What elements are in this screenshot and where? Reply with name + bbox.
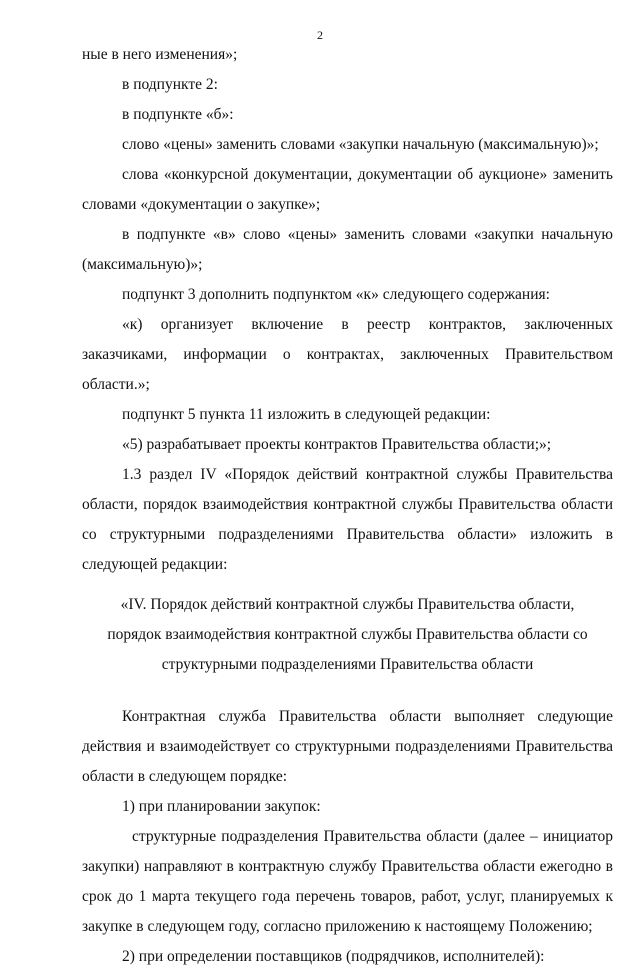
paragraph: в подпункте «б»: [122, 106, 234, 123]
paragraph: структурные подразделения Правительства области (далее – инициатор закупки) направляют в контрактную службу Правительства области ежегодно в срок до 1 марта текущего года перечень товаров, работ, услуг, планируемых к закупке в следующем году, согласно приложению к настоящему Положению; [82, 828, 613, 935]
section-heading-line: порядок взаимодействия контрактной службы Правительства области со [107, 626, 588, 643]
list-item: 1) при планировании закупок: [122, 798, 321, 815]
paragraph: слово «цены» заменить словами «закупки начальную (максимальную)»; [122, 136, 599, 153]
section-heading-line: «IV. Порядок действий контрактной службы Правительства области, [120, 596, 575, 613]
paragraph: «5) разрабатывает проекты контрактов Правительства области;»; [122, 436, 552, 453]
page-number: 2 [317, 28, 323, 42]
paragraph: подпункт 3 дополнить подпунктом «к» следующего содержания: [122, 286, 550, 303]
paragraph: «к) организует включение в реестр контрактов, заключенных заказчиками, информации о контрактах, заключенных Правительством области.»; [82, 316, 613, 393]
paragraph: в подпункте 2: [122, 76, 218, 93]
paragraph: 1.3 раздел IV «Порядок действий контрактной службы Правительства области, порядок взаимодействия контрактной службы Правительства области со структурными подразделениями Правительства области» изложить в следующей редакции: [82, 466, 613, 573]
paragraph: слова «конкурсной документации, документации об аукционе» заменить словами «документации о закупке»; [82, 166, 613, 213]
list-item: 2) при определении поставщиков (подрядчиков, исполнителей): [122, 948, 545, 965]
document-content [82, 40, 613, 972]
section-heading-line: структурными подразделениями Правительства области [161, 656, 534, 673]
paragraph-continuation: ные в него изменения»; [82, 46, 238, 63]
paragraph: Контрактная служба Правительства области выполняет следующие действия и взаимодействует со структурными подразделениями Правительства области в следующем порядке: [82, 708, 613, 785]
paragraph: в подпункте «в» слово «цены» заменить словами «закупки начальную (максимальную)»; [82, 226, 613, 273]
paragraph: подпункт 5 пункта 11 изложить в следующей редакции: [122, 406, 491, 423]
section-heading [82, 590, 613, 680]
